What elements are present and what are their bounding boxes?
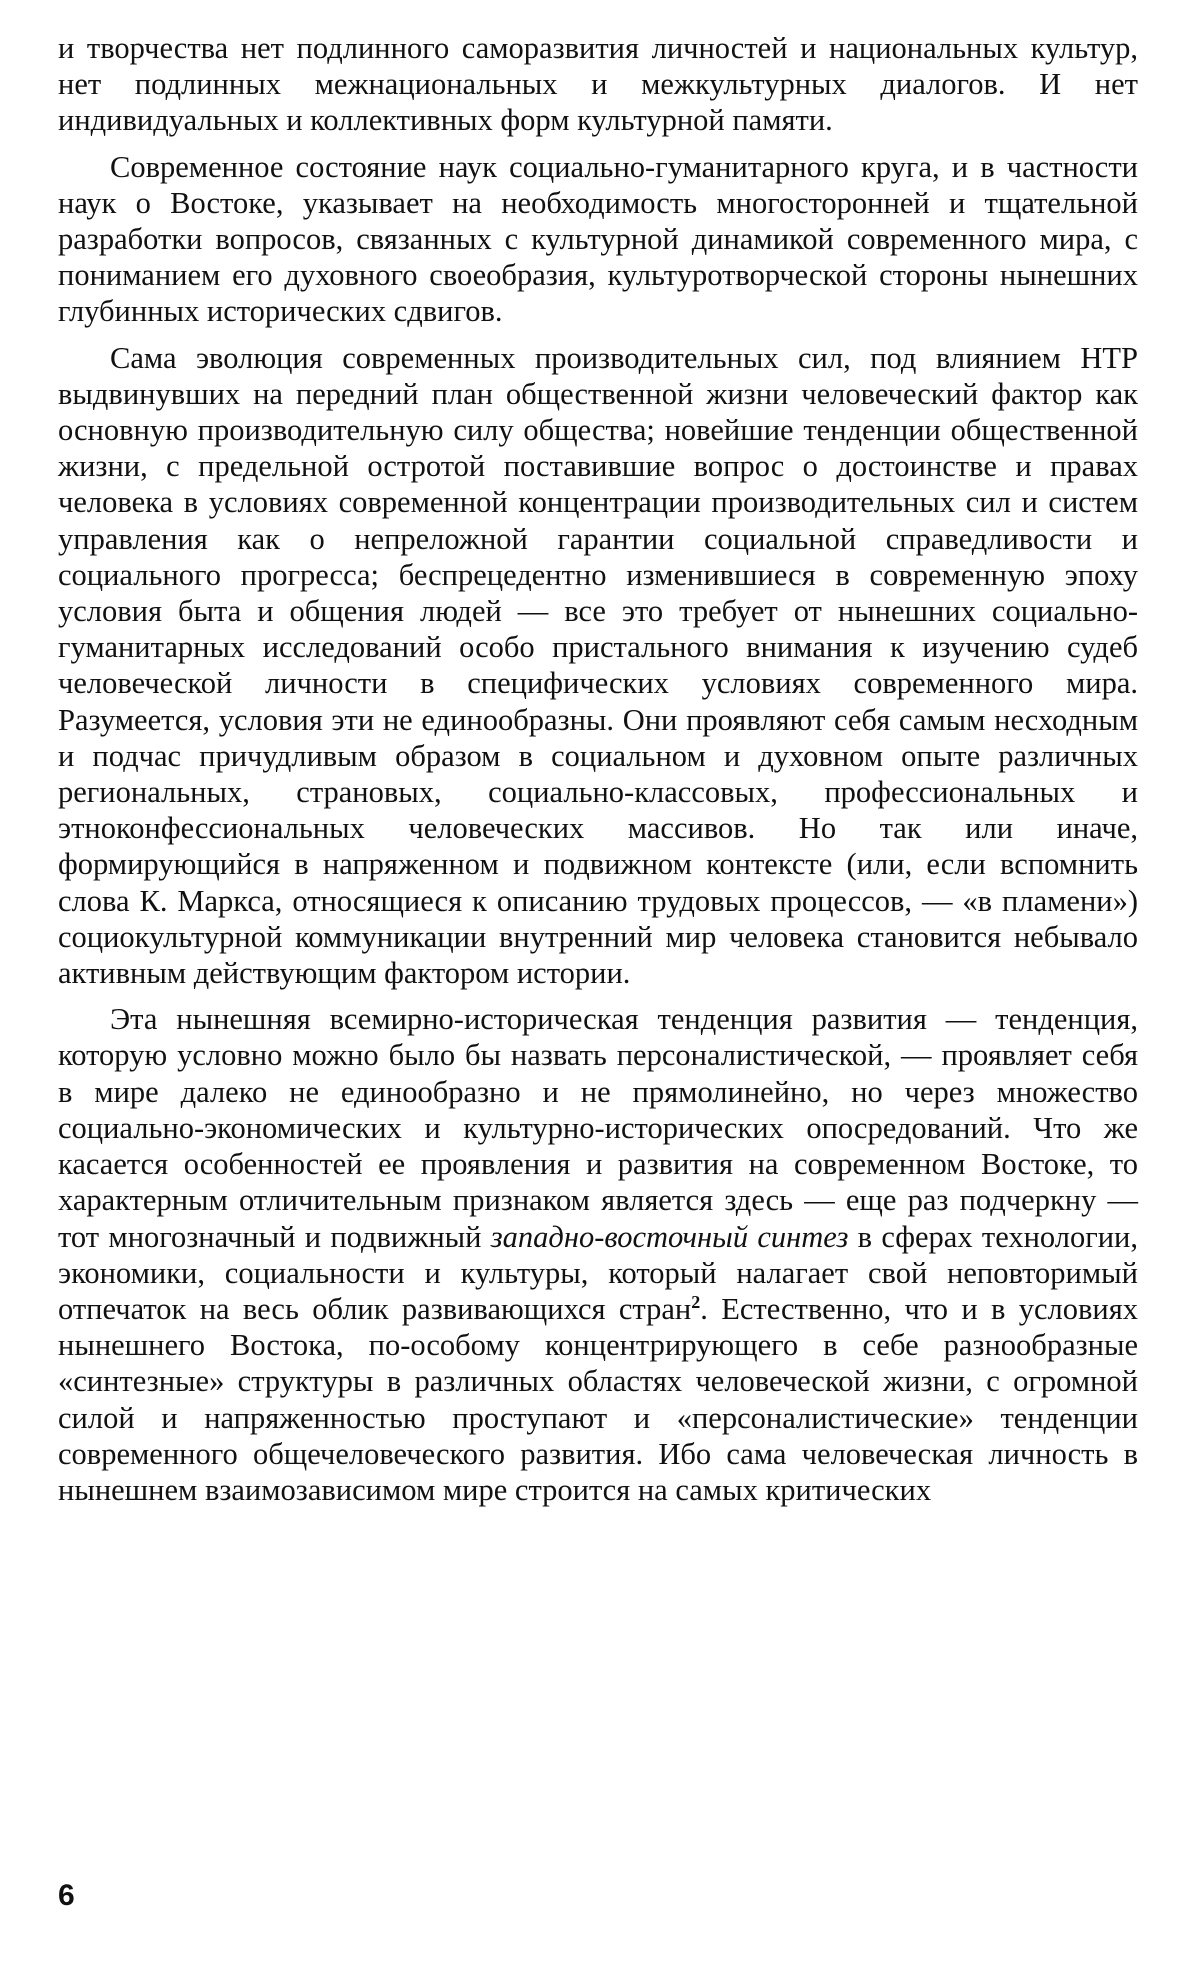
footnote-marker: 2	[691, 1291, 701, 1312]
paragraph-1: и творчества нет подлинного саморазвития личностей и национальных культур, нет подлинных межнациональных и межкультурных диалогов. И нет индивидуальных и коллективных форм культурной памяти.	[58, 31, 1138, 138]
paragraph-4-part-2: в сферах технологии, экономики, социальности и культуры, который налагает свой неповторимый отпечаток на весь облик развивающихся стран	[58, 1219, 1139, 1326]
paragraph-4-part-1: Эта нынешняя всемирно-историческая тенденция развития — тенденция, которую условно можно было бы назвать персоналистической, — проявляет себя в мире далеко не единообразно и не прямолинейно, но через множество социально-экономических и культурно-исторических опосредований. Что же касается особенностей ее проявления и развития на современном Востоке, то характерным отличительным признаком является здесь — еще раз подчеркну — тот многозначный и подвижный	[58, 1002, 1138, 1254]
paragraph-3: Сама эволюция современных производительных сил, под влиянием НТР выдвинувших на передний план общественной жизни человеческий фактор как основную производительную силу общества; новейшие тенденции общественной жизни, с предельной остротой поставившие вопрос о достоинстве и правах человека в условиях современной концентрации производительных сил и систем управления как о непреложной гарантии социальной справедливости и социального прогресса; беспрецедентно изменившиеся в современную эпоху условия быта и общения людей — все это требует от нынешних социально-гуманитарных исследований особо пристального внимания к изучению судеб человеческой личности в специфических условиях современного мира. Разумеется, условия эти не единообразны. Они проявляют себя самым несходным и подчас причудливым образом в социальном и духовном опыте различных региональных, страновых, социально-классовых, профессиональных и этноконфессиональных человеческих массивов. Но так или иначе, формирующийся в напряженном и подвижном контексте (или, если вспомнить слова К. Маркса, относящиеся к описанию трудовых процессов, — «в пламени») социокультурной коммуникации внутренний мир человека становится небывало активным действующим фактором истории.	[58, 340, 1138, 991]
emphasized-term: западно-восточный синтез	[490, 1219, 849, 1254]
paragraph-4-part-3: . Естественно, что и в условиях нынешнего Востока, по-особому концентрирующего в себе разнообразные «синтезные» структуры в различных областях человеческой жизни, с огромной силой и напряженностью проступают и «персоналистические» тенденции современного общечеловеческого развития. Ибо сама человеческая личность в нынешнем взаимозависимом мире строится на самых критических	[58, 1291, 1138, 1507]
paragraph-4	[58, 1001, 1138, 1508]
page-number: 6	[58, 1879, 75, 1912]
page-body	[58, 30, 1138, 1508]
paragraph-2: Современное состояние наук социально-гуманитарного круга, и в частности наук о Востоке, указывает на необходимость многосторонней и тщательной разработки вопросов, связанных с культурной динамикой современного мира, с пониманием его духовного своеобразия, культуротворческой стороны нынешних глубинных исторических сдвигов.	[58, 149, 1138, 329]
